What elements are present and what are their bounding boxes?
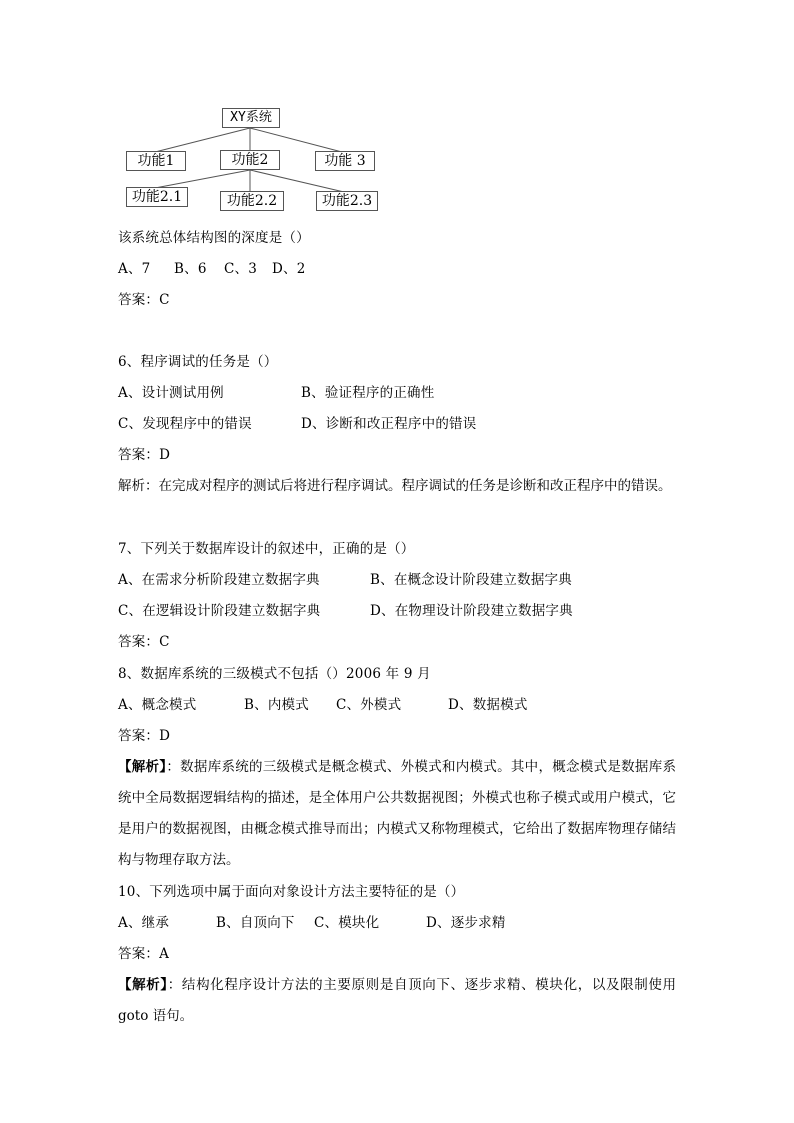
q6-option-c: C、发现程序中的错误 — [118, 416, 252, 432]
q5-question: 该系统总体结构图的深度是（） — [118, 230, 310, 246]
q10-option-b: B、自顶向下 — [216, 915, 295, 931]
q5-option-b: B、6 — [174, 261, 207, 277]
q8-analysis-text: ：数据库系统的三级模式是概念模式、外模式和内模式。其中，概念模式是数据库系统中全局数据逻辑结构的描述，是全体用户公共数据视图；外模式也称子模式或用户模式，它是用户的数据视图，由概念模式推导而出；内模式又称物理模式，它给出了数据库物理存储结构与物理存取方法。 — [118, 759, 676, 868]
q6-option-a: A、设计测试用例 — [118, 385, 224, 401]
structure-diagram — [120, 100, 390, 215]
q7-option-c: C、在逻辑设计阶段建立数据字典 — [118, 603, 321, 619]
connector-f2-f21 — [155, 170, 250, 188]
node-function-2-2: 功能2.2 — [220, 191, 284, 211]
q7-options-row1 — [118, 570, 572, 590]
q10-option-a: A、继承 — [118, 915, 170, 931]
q6-answer: 答案：D — [118, 447, 171, 463]
node-function-1: 功能1 — [126, 151, 186, 171]
q10-option-c: C、模块化 — [314, 915, 380, 931]
connector-root-f3 — [250, 128, 342, 152]
q6-options-row2 — [118, 414, 476, 434]
q8-option-d: D、数据模式 — [448, 697, 528, 713]
q10-analysis-text: ：结构化程序设计方法的主要原则是自顶向下、逐步求精、模块化，以及限制使用 goto 语句。 — [118, 977, 677, 1024]
root-node: XY系统 — [222, 108, 280, 128]
q6-options-row1 — [118, 383, 434, 403]
q5-option-d: D、2 — [272, 261, 306, 277]
q5-answer: 答案：C — [118, 292, 170, 308]
q7-option-d: D、在物理设计阶段建立数据字典 — [370, 603, 573, 619]
q8-option-b: B、内模式 — [244, 697, 309, 713]
q10-question: 10、下列选项中属于面向对象设计方法主要特征的是（） — [118, 884, 465, 900]
node-function-2: 功能2 — [220, 150, 280, 170]
q7-option-a: A、在需求分析阶段建立数据字典 — [118, 572, 320, 588]
q7-question: 7、下列关于数据库设计的叙述中，正确的是（） — [118, 541, 415, 557]
q5-options — [118, 259, 306, 279]
q10-options — [118, 913, 506, 933]
q6-question: 6、程序调试的任务是（） — [118, 354, 278, 370]
q6-option-b: B、验证程序的正确性 — [301, 385, 435, 401]
q7-options-row2 — [118, 601, 573, 621]
q5-option-a: A、7 — [118, 261, 151, 277]
q10-answer: 答案：A — [118, 946, 170, 962]
q6-analysis: 解析：在完成对程序的测试后将进行程序调试。程序调试的任务是诊断和改正程序中的错误。 — [118, 478, 672, 494]
connector-f2-f23 — [250, 170, 344, 192]
q8-option-c: C、外模式 — [336, 697, 402, 713]
connector-root-f1 — [155, 128, 250, 152]
q5-option-c: C、3 — [224, 261, 258, 277]
q10-analysis-label: 【解析】 — [118, 977, 168, 993]
node-function-2-1: 功能2.1 — [126, 187, 188, 207]
node-function-3: 功能 3 — [315, 151, 375, 171]
q6-option-d: D、诊断和改正程序中的错误 — [301, 416, 477, 432]
q10-option-d: D、逐步求精 — [426, 915, 506, 931]
q10-analysis — [118, 970, 676, 1032]
q8-question: 8、数据库系统的三级模式不包括（）2006 年 9 月 — [118, 666, 431, 682]
q8-options — [118, 695, 528, 715]
q8-analysis — [118, 752, 676, 876]
node-function-2-3: 功能2.3 — [316, 191, 378, 211]
q8-answer: 答案：D — [118, 728, 171, 744]
q8-analysis-label: 【解析】 — [118, 759, 167, 775]
q7-answer: 答案：C — [118, 634, 170, 650]
q7-option-b: B、在概念设计阶段建立数据字典 — [370, 572, 572, 588]
q8-option-a: A、概念模式 — [118, 697, 197, 713]
